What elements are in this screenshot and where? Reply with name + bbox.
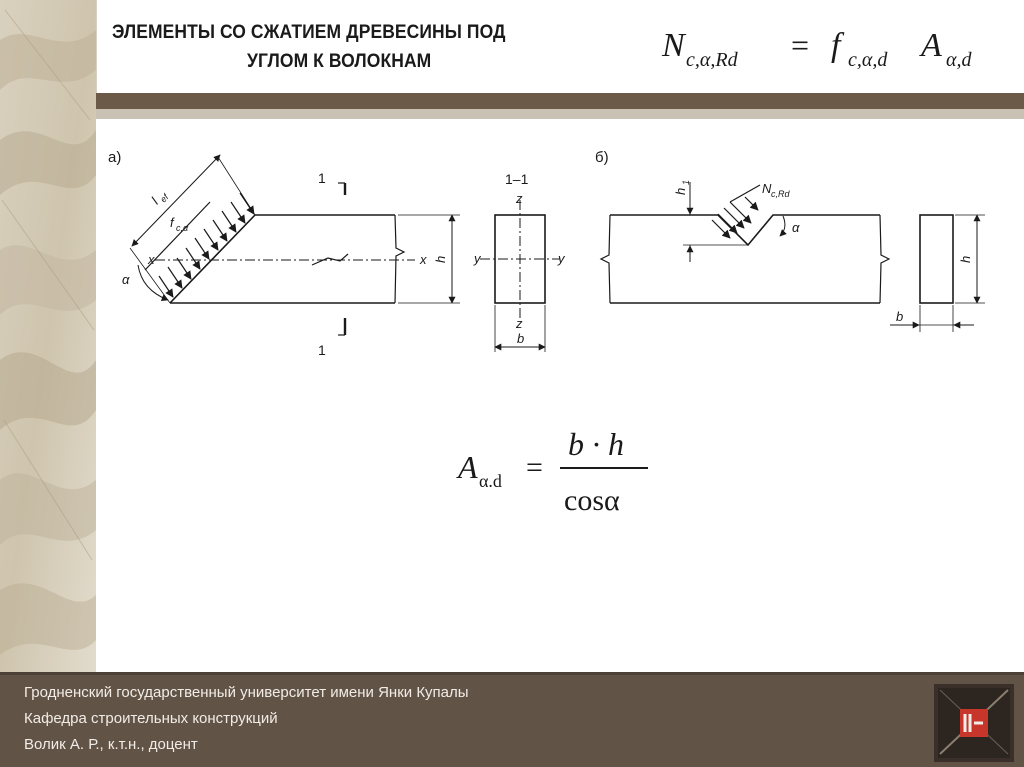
formula-a-subscript: α,d (946, 49, 972, 71)
label-z-bottom: z (516, 316, 523, 331)
label-lef: l (148, 194, 162, 208)
beam-b-outline (610, 215, 880, 303)
label-alpha-a: α (122, 272, 130, 287)
section-mark-bottom: 1 (318, 342, 326, 358)
label-h-a: h (433, 255, 448, 263)
label-ncrd: N (762, 181, 772, 196)
area-formula-numerator: b · h (568, 426, 624, 462)
label-lef-sub: ef (158, 192, 171, 205)
separator-band-lower (96, 109, 1024, 119)
footer-university: Гродненский государственный университет имени Янки Купалы (24, 684, 469, 701)
beam-b-break-left (601, 215, 610, 303)
footer-department: Кафедра строительных конструкций (24, 710, 278, 727)
formula-n: N (662, 27, 685, 64)
label-fca: f (170, 215, 174, 230)
label-b-b: b (896, 309, 904, 324)
panel-a-label: а) (108, 149, 122, 166)
label-x-right: x (420, 252, 427, 267)
title-divider (96, 0, 97, 93)
label-h1-sub: 1 (681, 179, 691, 185)
area-formula-a: A (458, 449, 478, 485)
capacity-formula (656, 16, 1016, 78)
slide-title-line-1: ЭЛЕМЕНТЫ СО СЖАТИЕМ ДРЕВЕСИНЫ ПОД (112, 22, 506, 43)
label-h-b: h (958, 255, 973, 263)
area-formula-a-subscript: α.d (479, 471, 502, 491)
panel-b-label: б) (595, 149, 609, 166)
beam-a-break (395, 215, 404, 303)
technical-drawing (100, 140, 1020, 360)
beam-b-break-right (880, 215, 889, 303)
formula-equals: = (791, 27, 810, 63)
label-h1: h (673, 187, 688, 195)
notch-load (712, 185, 760, 238)
formula-n-subscript: c,α,Rd (686, 49, 738, 71)
label-z-top: z (516, 191, 523, 206)
area-formula-denominator: cosα (564, 484, 620, 517)
slide-title-line-2: УГЛОМ К ВОЛОКНАМ (247, 51, 432, 72)
section-title: 1–1 (505, 171, 529, 187)
label-fca-sub: c,α (176, 223, 189, 233)
formula-a: A (921, 27, 942, 64)
label-y-right: y (558, 251, 565, 266)
label-ncrd-sub: c,Rd (771, 189, 790, 199)
footer-top-edge (0, 672, 1024, 675)
formula-f-subscript: c,α,d (848, 49, 888, 71)
decorative-wood-strip (0, 0, 96, 672)
label-alpha-b: α (792, 220, 800, 235)
beam-a-outline (170, 215, 395, 303)
label-x-left: x (148, 252, 155, 267)
label-y-left: y (474, 251, 481, 266)
label-b-section: b (517, 331, 525, 346)
department-logo (934, 684, 1014, 762)
footer-author: Волик А. Р., к.т.н., доцент (24, 736, 198, 753)
area-formula (448, 415, 668, 525)
formula-f: f (831, 27, 841, 64)
side-section-b (920, 215, 953, 303)
alpha-arc-b (780, 216, 785, 236)
distributed-load (145, 193, 254, 297)
separator-band (96, 93, 1024, 109)
area-formula-equals: = (526, 451, 543, 484)
section-mark-top: 1 (318, 170, 326, 186)
